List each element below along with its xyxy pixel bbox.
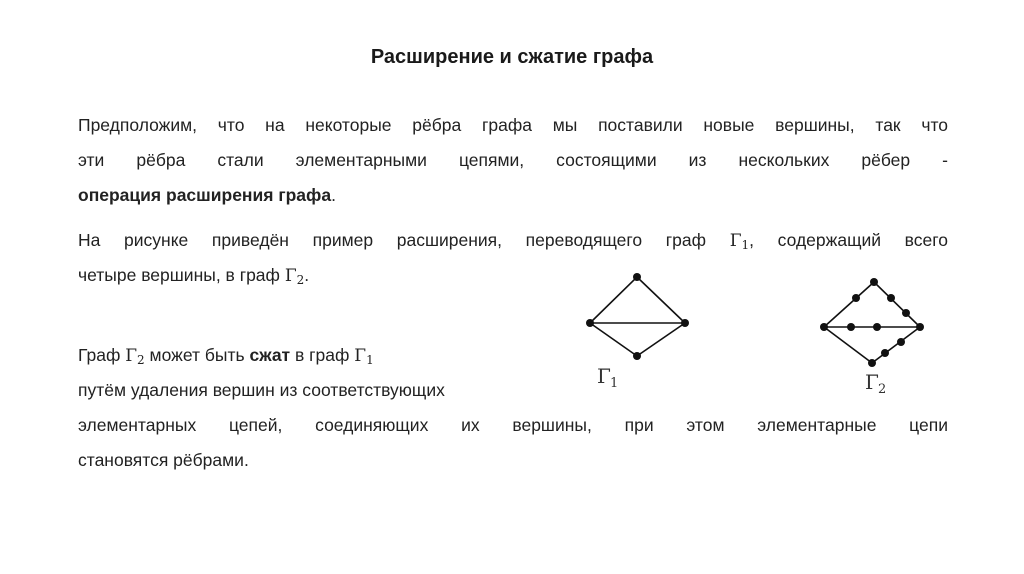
graph-vertex [897, 338, 905, 346]
text-line [78, 178, 948, 213]
graph-vertex [870, 278, 878, 286]
graph-vertex [881, 349, 889, 357]
text-fragment: Граф [78, 345, 121, 365]
graph-edge [637, 277, 685, 323]
bold-term: сжат [249, 345, 291, 365]
graph-subscript: 2 [296, 273, 305, 287]
text-fragment: . [331, 185, 336, 205]
graph-subscript: 1 [366, 353, 374, 367]
bold-term: операция расширения графа [78, 185, 332, 205]
graph-edge [872, 327, 920, 363]
graph-vertex [887, 294, 895, 302]
graph-vertex [847, 323, 855, 331]
graph-symbol: Γ [284, 266, 297, 286]
text-fragment: , содержащий всего [749, 230, 948, 250]
graph-vertex [873, 323, 881, 331]
graph-edge [824, 327, 872, 363]
graph-vertex [902, 309, 910, 317]
paragraph-expansion [78, 108, 948, 213]
graph-label-subscript: 1 [610, 376, 619, 391]
text-line: элементарных цепей, соединяющих их вершины, при этом элементарные цепи [78, 415, 948, 435]
graph-symbol: Γ [125, 346, 138, 366]
graph-edge [590, 323, 637, 356]
graph-vertex [852, 294, 860, 302]
graph-symbol: Γ [354, 346, 367, 366]
graph-label-subscript: 2 [878, 382, 887, 397]
graph-vertex [633, 352, 641, 360]
graph-subscript: 2 [137, 353, 145, 367]
text-line [78, 223, 948, 258]
text-fragment: в граф [295, 345, 350, 365]
graph-edge [874, 282, 920, 327]
graph-vertex [633, 273, 641, 281]
graph-gamma1-figure [575, 265, 705, 395]
graph-vertex [586, 319, 594, 327]
graph-symbol: Γ [729, 231, 742, 251]
text-line: эти рёбра стали элементарными цепями, состоящими из нескольких рёбер - [78, 150, 948, 170]
graph-edge [590, 277, 637, 323]
text-line: становятся рёбрами. [78, 450, 249, 470]
graph-vertex [916, 323, 924, 331]
graph-edge [824, 282, 874, 327]
graph-vertex [820, 323, 828, 331]
page-title: Расширение и сжатие графа [370, 46, 654, 68]
graph-gamma2-figure [815, 265, 945, 405]
graph-edge [637, 323, 685, 356]
graph-label: Γ [597, 364, 611, 388]
text-fragment: может быть [149, 345, 245, 365]
graph-label: Γ [865, 370, 879, 394]
text-fragment: . [304, 265, 310, 285]
graph-subscript: 1 [741, 238, 750, 252]
text-fragment: четыре вершины, в граф [78, 265, 280, 285]
graph-vertex [868, 359, 876, 367]
text-line: путём удаления вершин из соответствующих [78, 380, 445, 400]
graph-vertex [681, 319, 689, 327]
text-line: Предположим, что на некоторые рёбра графа мы поставили новые вершины, так что [78, 115, 948, 135]
text-fragment: На рисунке приведён пример расширения, переводящего граф [78, 230, 707, 250]
